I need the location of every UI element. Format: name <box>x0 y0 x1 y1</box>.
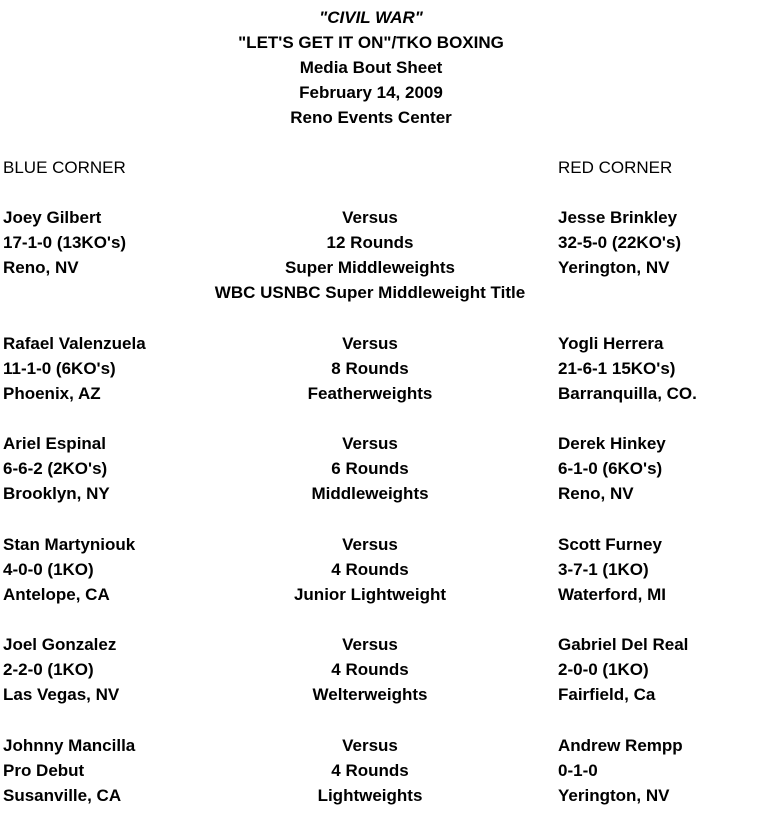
bout-division: Featherweights <box>307 384 433 403</box>
red-fighter-record: 32-5-0 (22KO's) <box>558 233 682 252</box>
bout-row-names <box>0 632 764 657</box>
bout-rounds: 12 Rounds <box>326 233 414 252</box>
bout-rounds: 8 Rounds <box>331 359 409 378</box>
blue-fighter-hometown: Antelope, CA <box>3 585 110 604</box>
bout-row-records <box>0 657 764 682</box>
bout-row-records <box>0 356 764 381</box>
blue-fighter-name: Stan Martyniouk <box>3 535 136 554</box>
blue-fighter-name: Johnny Mancilla <box>3 736 136 755</box>
red-fighter-hometown: Yerington, NV <box>558 786 670 805</box>
bout-row-names <box>0 733 764 758</box>
event-name: "CIVIL WAR" <box>319 8 423 27</box>
bout-row-names <box>0 331 764 356</box>
bout-row-records <box>0 758 764 783</box>
blue-fighter-record: 6-6-2 (2KO's) <box>3 459 108 478</box>
bout-division: Welterweights <box>312 685 428 704</box>
bout-row-hometowns <box>0 582 764 607</box>
red-fighter-name: Yogli Herrera <box>558 334 664 353</box>
bout-row-names <box>0 532 764 557</box>
blue-fighter-hometown: Reno, NV <box>3 258 79 277</box>
document-header <box>0 5 742 130</box>
red-corner-heading: RED CORNER <box>558 158 673 177</box>
bout-division: Middleweights <box>311 484 429 503</box>
blue-fighter-name: Ariel Espinal <box>3 434 106 453</box>
bout-row-names <box>0 205 764 230</box>
sheet-title: Media Bout Sheet <box>299 58 443 77</box>
bout-row-records <box>0 557 764 582</box>
versus-label: Versus <box>342 736 398 755</box>
bout-1 <box>0 205 764 305</box>
red-fighter-record: 3-7-1 (1KO) <box>558 560 649 579</box>
bout-row-records <box>0 230 764 255</box>
bout-row-hometowns <box>0 255 764 280</box>
blue-fighter-record: 11-1-0 (6KO's) <box>3 359 116 378</box>
bout-division: Super Middleweights <box>284 258 456 277</box>
bout-6 <box>0 733 764 808</box>
bout-division: Junior Lightweight <box>293 585 447 604</box>
bout-4 <box>0 532 764 607</box>
versus-label: Versus <box>342 334 398 353</box>
bout-rounds: 4 Rounds <box>331 660 409 679</box>
blue-fighter-name: Joel Gonzalez <box>3 635 117 654</box>
bout-2 <box>0 331 764 406</box>
red-fighter-hometown: Reno, NV <box>558 484 634 503</box>
red-fighter-record: 2-0-0 (1KO) <box>558 660 649 679</box>
event-venue: Reno Events Center <box>290 108 452 127</box>
blue-fighter-record: 17-1-0 (13KO's) <box>3 233 127 252</box>
bout-title: WBC USNBC Super Middleweight Title <box>214 283 526 302</box>
bout-row-hometowns <box>0 381 764 406</box>
bout-3 <box>0 431 764 506</box>
blue-fighter-name: Joey Gilbert <box>3 208 102 227</box>
blue-fighter-hometown: Brooklyn, NY <box>3 484 110 503</box>
red-fighter-hometown: Yerington, NV <box>558 258 670 277</box>
blue-fighter-name: Rafael Valenzuela <box>3 334 146 353</box>
blue-fighter-hometown: Susanville, CA <box>3 786 122 805</box>
promoters: "LET'S GET IT ON"/TKO BOXING <box>238 33 504 52</box>
bout-row-hometowns <box>0 783 764 808</box>
red-fighter-hometown: Fairfield, Ca <box>558 685 656 704</box>
bout-rounds: 4 Rounds <box>331 761 409 780</box>
red-fighter-name: Derek Hinkey <box>558 434 666 453</box>
blue-fighter-record: 2-2-0 (1KO) <box>3 660 94 679</box>
red-fighter-record: 6-1-0 (6KO's) <box>558 459 663 478</box>
versus-label: Versus <box>342 635 398 654</box>
bout-row-hometowns <box>0 481 764 506</box>
red-fighter-name: Scott Furney <box>558 535 662 554</box>
bout-5 <box>0 632 764 707</box>
red-fighter-record: 0-1-0 <box>558 761 598 780</box>
blue-fighter-hometown: Las Vegas, NV <box>3 685 120 704</box>
red-fighter-hometown: Waterford, MI <box>558 585 666 604</box>
bout-rounds: 4 Rounds <box>331 560 409 579</box>
red-fighter-name: Andrew Rempp <box>558 736 683 755</box>
blue-fighter-record: 4-0-0 (1KO) <box>3 560 94 579</box>
red-fighter-record: 21-6-1 15KO's) <box>558 359 676 378</box>
bout-row-title <box>0 280 764 305</box>
bout-row-hometowns <box>0 682 764 707</box>
versus-label: Versus <box>342 208 398 227</box>
bout-rounds: 6 Rounds <box>331 459 409 478</box>
blue-corner-heading: BLUE CORNER <box>3 158 126 177</box>
versus-label: Versus <box>342 434 398 453</box>
event-date: February 14, 2009 <box>299 83 443 102</box>
bout-row-records <box>0 456 764 481</box>
bout-row-names <box>0 431 764 456</box>
red-fighter-hometown: Barranquilla, CO. <box>558 384 697 403</box>
bout-division: Lightweights <box>317 786 423 805</box>
blue-fighter-hometown: Phoenix, AZ <box>3 384 101 403</box>
versus-label: Versus <box>342 535 398 554</box>
red-fighter-name: Gabriel Del Real <box>558 635 689 654</box>
red-fighter-name: Jesse Brinkley <box>558 208 678 227</box>
blue-fighter-record: Pro Debut <box>3 761 85 780</box>
